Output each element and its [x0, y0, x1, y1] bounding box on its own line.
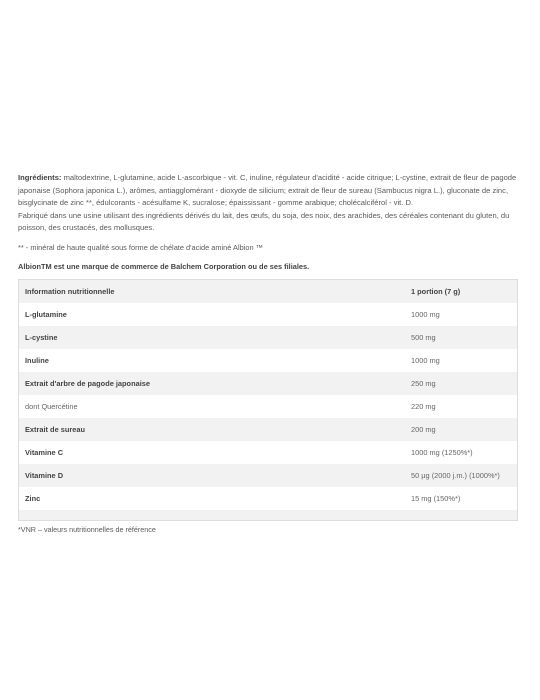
table-filler-row: [19, 510, 517, 520]
nutrient-name: L-cystine: [25, 332, 58, 342]
header-value-cell: 1 portion (7 g): [411, 286, 461, 296]
nutrient-name: Extrait de sureau: [25, 424, 85, 434]
table-row: [19, 349, 517, 372]
nutrient-name: Vitamine D: [25, 470, 64, 480]
nutrient-value: 15 mg (150%*): [411, 493, 461, 503]
table-row: [19, 464, 517, 487]
table-header-row: [19, 280, 517, 303]
table-row: [19, 418, 517, 441]
nutrient-value: 50 µg (2000 j.m.) (1000%*): [411, 470, 500, 480]
table-row: [19, 303, 517, 326]
table-row: [19, 441, 517, 464]
table-row: [19, 372, 517, 395]
nutrient-value: 250 mg: [411, 378, 436, 388]
nutrient-value: 220 mg: [411, 401, 436, 411]
nutrient-name: Zinc: [25, 493, 41, 503]
nutrient-name: Extrait d'arbre de pagode japonaise: [25, 378, 150, 388]
header-name-cell: Information nutritionnelle: [25, 286, 115, 296]
allergen-text: Fabriqué dans une usine utilisant des ingrédients dérivés du lait, des œufs, du soja, des noix, des arachides, des céréales contenant du gluten, du poisson, des crustacés, des mollusques.: [18, 210, 510, 232]
nutrient-value: 1000 mg: [411, 309, 440, 319]
table-row: [19, 326, 517, 349]
ingredients-text: maltodextrine, L-glutamine, acide L-ascorbique - vit. C, inuline, régulateur d'acidité - acide citrique; L-cystine, extrait de fleur de pagode japonaise (Sophora japonica L.), arômes, antiagglomérant - dioxyde de silicium; extrait de fleur de sureau (Sambucus nigra L.), gluconate de zinc, bisglycinate de zinc **, édulcorants - acésulfame K, sucralose; épaississant - gomme arabique; cholécalciférol - vit. D.: [18, 173, 517, 207]
nutrient-name: Vitamine C: [25, 447, 64, 457]
product-description: [18, 172, 520, 534]
table-row: [19, 487, 517, 510]
ingredients-paragraph: [18, 172, 520, 235]
nutrient-value: 200 mg: [411, 424, 436, 434]
ingredients-label: Ingrédients:: [18, 173, 62, 182]
footnote: *VNR – valeurs nutritionnelles de référence: [18, 524, 156, 534]
nutrient-name: L-glutamine: [25, 309, 67, 319]
nutrient-value: 500 mg: [411, 332, 436, 342]
nutrient-value: 1000 mg: [411, 355, 440, 365]
table-row: [19, 395, 517, 418]
nutrition-table: [18, 279, 518, 521]
mineral-note: ** - minéral de haute qualité sous forme de chélate d'acide aminé Albion ™: [18, 242, 264, 252]
nutrient-value: 1000 mg (1250%*): [411, 447, 473, 457]
nutrient-name: dont Quercétine: [25, 401, 78, 411]
trademark-note: AlbionTM est une marque de commerce de Balchem Corporation ou de ses filiales.: [18, 261, 310, 271]
nutrient-name: Inuline: [25, 355, 49, 365]
